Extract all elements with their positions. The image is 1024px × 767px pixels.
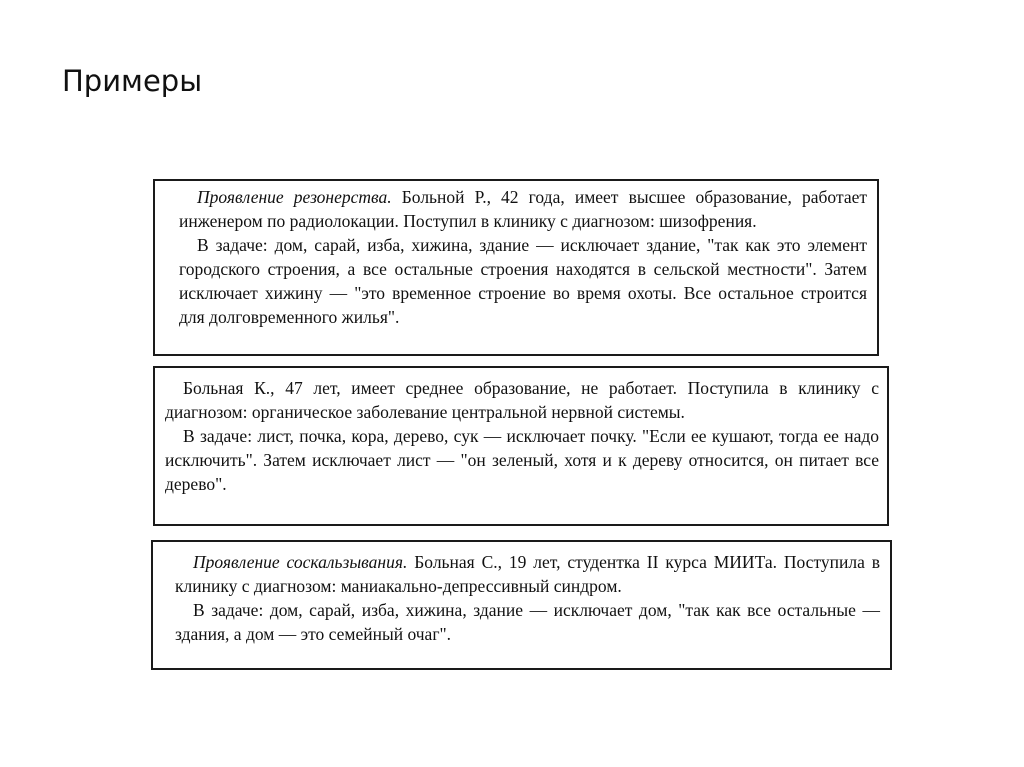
example-lead: Проявление резонерства. bbox=[197, 187, 392, 207]
example-lead: Проявление соскальзывания. bbox=[193, 552, 408, 572]
example-intro bbox=[179, 185, 867, 233]
example-intro bbox=[165, 376, 879, 424]
example-intro-text: Больной Р., 42 года, имеет высшее образование, работает инженером по радиолокации. Поступил в клинику с диагнозом: шизофрения. bbox=[179, 187, 867, 231]
example-intro-text: Больная С., 19 лет, студентка II курса МИИТа. Поступила в клинику с диагнозом: маниакально-депрессивный синдром. bbox=[175, 552, 880, 596]
example-box-reasoning bbox=[153, 179, 879, 356]
slide-title: Примеры bbox=[62, 64, 203, 98]
example-box-slipping bbox=[151, 540, 892, 670]
example-task: В задаче: дом, сарай, изба, хижина, здание — исключает здание, "так как это элемент городского строения, а все остальные строения находятся в сельской местности". Затем исключает хижину — "это временное строение во время охоты. Все остальное строится для долговременного жилья". bbox=[179, 235, 867, 327]
example-task: В задаче: дом, сарай, изба, хижина, здание — исключает дом, "так как все остальные — здания, а дом — это семейный очаг". bbox=[175, 600, 880, 644]
example-box-organic bbox=[153, 366, 889, 526]
example-intro bbox=[175, 550, 880, 598]
example-task: В задаче: лист, почка, кора, дерево, сук — исключает почку. "Если ее кушают, тогда ее надо исключить". Затем исключает лист — "он зеленый, хотя и к дереву относится, он питает все дерево". bbox=[165, 426, 879, 494]
example-intro-text: Больная К., 47 лет, имеет среднее образование, не работает. Поступила в клинику с диагнозом: органическое заболевание центральной нервной системы. bbox=[165, 378, 879, 422]
